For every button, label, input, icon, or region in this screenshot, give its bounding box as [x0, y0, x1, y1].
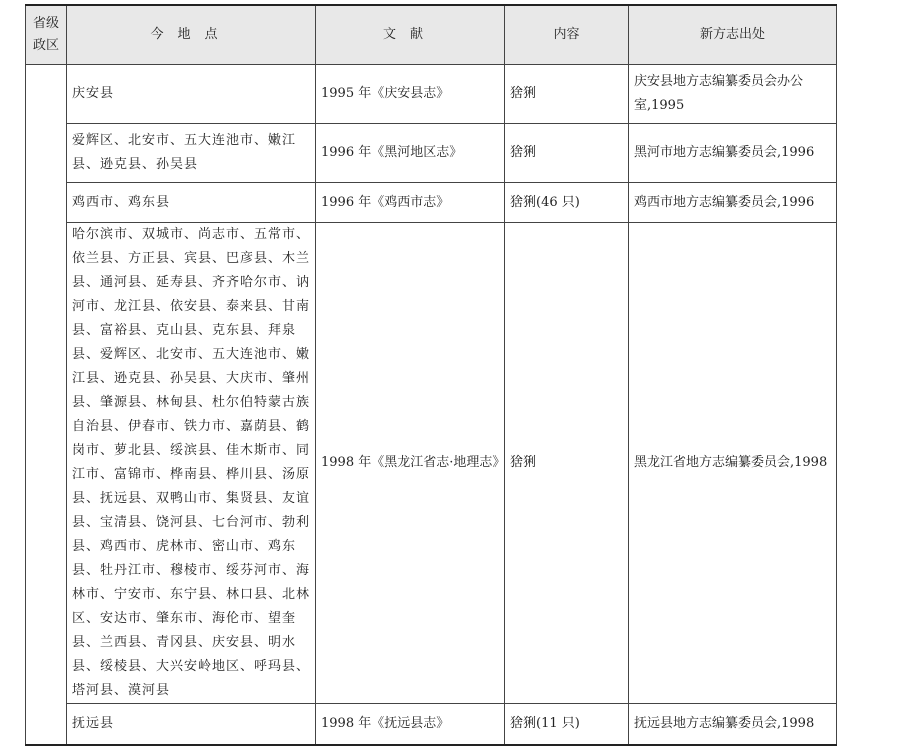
literature-cell: 1998 年《黑龙江省志·地理志》: [316, 223, 505, 704]
content-cell: 猞猁: [505, 223, 629, 704]
table-row: [26, 124, 837, 183]
place-cell: 爱辉区、北安市、五大连池市、嫩江县、逊克县、孙吴县: [67, 124, 316, 183]
source-cell: 黑河市地方志编纂委员会,1996: [629, 124, 837, 183]
place-cell: 鸡西市、鸡东县: [67, 183, 316, 223]
literature-cell: 1995 年《庆安县志》: [316, 65, 505, 124]
header-literature: 文献: [316, 5, 505, 65]
literature-cell: 1998 年《抚远县志》: [316, 704, 505, 746]
place-cell: 哈尔滨市、双城市、尚志市、五常市、依兰县、方正县、宾县、巴彦县、木兰县、通河县、延寿县、齐齐哈尔市、讷河市、龙江县、依安县、泰来县、甘南县、富裕县、克山县、克东县、拜泉县、爱辉区、北安市、五大连池市、嫩江县、逊克县、孙吴县、大庆市、肇州县、肇源县、林甸县、杜尔伯特蒙古族自治县、伊春市、铁力市、嘉荫县、鹤岗市、萝北县、绥滨县、佳木斯市、同江市、富锦市、桦南县、桦川县、汤原县、抚远县、双鸭山市、集贤县、友谊县、宝清县、饶河县、七台河市、勃利县、鸡西市、虎林市、密山市、鸡东县、牡丹江市、穆棱市、绥芬河市、海林市、宁安市、东宁县、林口县、北林区、安达市、肇东市、海伦市、望奎县、兰西县、青冈县、庆安县、明水县、绥棱县、大兴安岭地区、呼玛县、塔河县、漠河县: [67, 223, 316, 704]
place-cell: 庆安县: [67, 65, 316, 124]
header-row: [26, 5, 837, 65]
source-cell: 庆安县地方志编纂委员会办公室,1995: [629, 65, 837, 124]
literature-cell: 1996 年《黑河地区志》: [316, 124, 505, 183]
content-cell: 猞猁(11 只): [505, 704, 629, 746]
header-source: 新方志出处: [629, 5, 837, 65]
table-row: [26, 65, 837, 124]
table-row: [26, 183, 837, 223]
province-cell: [26, 65, 67, 746]
content-cell: 猞猁: [505, 124, 629, 183]
header-place: 今地点: [67, 5, 316, 65]
source-cell: 鸡西市地方志编纂委员会,1996: [629, 183, 837, 223]
table-row: [26, 704, 837, 746]
literature-cell: 1996 年《鸡西市志》: [316, 183, 505, 223]
place-cell: 抚远县: [67, 704, 316, 746]
header-content: 内容: [505, 5, 629, 65]
header-province: 省级政区: [26, 5, 67, 65]
content-cell: 猞猁(46 只): [505, 183, 629, 223]
source-cell: 黑龙江省地方志编纂委员会,1998: [629, 223, 837, 704]
table-row: [26, 223, 837, 704]
content-cell: 猞猁: [505, 65, 629, 124]
source-cell: 抚远县地方志编纂委员会,1998: [629, 704, 837, 746]
records-table: [25, 4, 837, 746]
